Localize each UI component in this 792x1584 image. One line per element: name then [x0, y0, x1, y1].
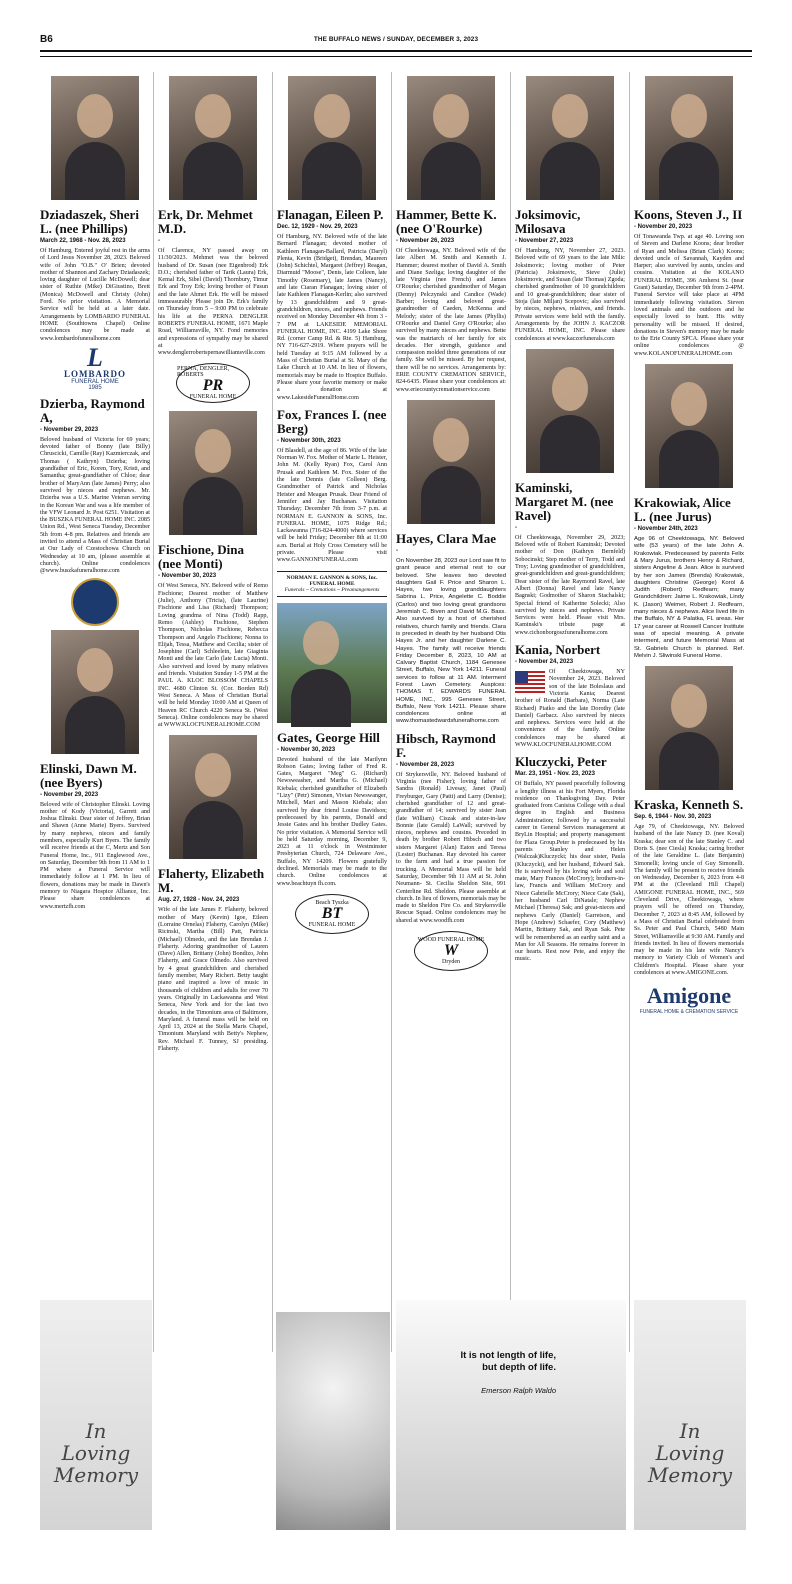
obituary-text: Of West Seneca, NY. Beloved wife of Remo Fischione; Dearest mother of Matthew (Julie), Anthony (Tricia), (late Laurine) Fischione and Lisa (Richard) Thompson; Loving grandma of Nina (Todd) Rapp, Remo (Ashley) Fischione, Stephen Thompson, Nicholas Fischione, Rebecca Thompson and Angelo Fischione; Nonna to Elijah, Tessa, Matthew and Cecilia; sister of Josephine (Carl) Schleelein, late Giaginta Monti and the late Carlo (late Lucia) Monti. Also survived and loved by many relatives and friends. Visitation Sunday 1-5 PM at the PAUL A. KLOC BLOSSOM CHAPELS INC. 4680 Clinton St. (Cor. Borden Rd) West Seneca. A Mass of Christian Burial will be held Monday 10:00 AM at Queen of Heaven RC Church 4220 Seneca St. (West Seneca). Online condolences may be shared at WWW.KLOCFUNERALHOME.COM [158, 583, 268, 729]
obituary-photo [407, 76, 495, 200]
obituary-dates: - November 27, 2023 [515, 238, 574, 244]
obituary-text: Of Cheektowaga, NY November 24, 2023. Beloved son of the late Boleslaus and Victoria Kania; Dearest brother of Ronald (Barbara), Norma (Late Richard) Piatko and the late Dorothy (late Daniel) Garbacz. Also survived by nieces and nephews. Services were held at the convenience of the family. Online condolences may be shared at WWW.KLOCFUNERALHOME.COM [515, 669, 625, 748]
obituary-name: Kaminski, Margaret M. (nee Ravel) [515, 479, 614, 523]
in-loving-memory-graphic: In Loving Memory [40, 1300, 152, 1530]
obituary-dates: - November 29, 2023 [40, 791, 99, 798]
obituary-text: Of Strykersville, NY. Beloved husband of Virginia (nee Fisher); loving father of Sandra (Ronald) Livesay, Janet (Paul) Freyburger, Gary (Patti) and Larry (Denise); cherished grandfather of 12 and great-grandfather of 14; survived by sister Jean (late William) Ciszak and sister-in-law Bonnie (late Gerald) LaWall; survived by nieces, nephews and cousins. Preceded in death by brother Robert Hibsch and two sisters Margaret (Alan) Eaton and Teresa (Lester) Buchanan. Ray devoted his career to the farm and had a true passion for trucking. A Memorial Mass will be held Saturday, December 9th 11 AM at St. John Neumann- St. Cecilia Sheldon Site, 991 Centerline Rd. Sheldon. Please assemble at church. In lieu of flowers, memorials may be made to Sheldon Fire Co. and Strykersville Rescue Squad. Online condolences may be shared at www.woodfh.com [396, 771, 506, 924]
obituary-photo [526, 76, 614, 200]
gannon-funeral-home-logo: NORMAN E. GANNON & SONS, Inc. FUNERAL HOME Funerals ~ Cremations ~ Preamangements [277, 571, 387, 597]
obituary-dates: - November 30th, 2023 [277, 437, 341, 444]
obituary-name: Kraska, Kenneth S. [634, 797, 744, 813]
obituary-photo [169, 411, 257, 535]
american-flag-icon [515, 671, 545, 693]
obituary-dates: - November 20, 2023 [634, 224, 693, 230]
obituary-text: Age 79, of Cheektowaga, NY. Beloved husband of the late Nancy D. (nee Koval) Kraska; dear son of the late Stanley C. and Doris S. (nee Ciesla) Kraska; caring brother of the late Geraldine L. (late Benjamin) Simonelli; loving uncle of Guy Simonelli. The family will be present to receive friends on Wednesday, December 6, 2023 from 4-8 PM at the (Cleveland Hill Chapel) AMIGONE FUNERAL HOME, INC., 569 Cleveland Drive, Cheektowaga, where prayers will be offered on Thursday, December 7, 2023 at 8:45 AM, followed by a Mass of Christian Burial celebrated from Ss. Peter and Paul Church, 5480 Main Street, Williamsville at 9:30 AM. Family and friends invited. In lieu of flowers memorials may be made in his late wife Nancy's memory to Variety Club of Women's and Children's Hospital. Please share your condolences at www.AMIGONE.com. [634, 824, 744, 977]
obituary-name: Koons, Steven J., II [634, 207, 743, 222]
obituary-text: On November 28, 2023 our Lord saw fit to grant peace and eternal rest to our beloved. She leaves two devoted daughters Gail F. Price and Sharon L. Hayes, two loving granddaughters Sabrina L. Price, Angelette C. Boddie (Carlos) and two loving great grandsons Jeremiah C. Biven and David M.G. Bass. Also survived by a host of cherished relatives, church family and friends. Clara is preceded in death by her husband Otis Hayes Jr. and her daughter Darlene C. Hayes. The family will receive friends Friday December 8, 2023, 10 AM at Calvary Baptist Church, 1184 Genesee Street, Buffalo, New York 14211. Funeral services to follow at 11 AM. Interment Forest Lawn Cemetery. Auspices: THOMAS T. EDWARDS FUNERAL HOME, INC., 995 Genesee Street, Buffalo, New York 14211. Please share condolences online at www.thomastedwardsfuneralhome.com [396, 557, 506, 725]
obituary-dates: Aug. 27, 1928 - Nov. 24, 2023 [158, 897, 240, 904]
obituary-name: Erk, Dr. Mehmet M.D. [158, 207, 253, 236]
header-rule [40, 50, 752, 52]
obituary-text: Of Tonawanda Twp. at age 40. Loving son of Steven and Darlene Koons; dear brother of Ryan and Melissa (Brian Clark) Koons; devoted uncle of Savannah, Kayden and Harper; also survived by aunts, uncles and cousins. Visitation at the KOLANO FUNERAL HOME, 396 Amherst St. (near Grant) Saturday, December 9th from 2-4PM. Funeral Service will take place at 4PM immediately following visitation. Steven loved animals and the outdoors and he especially loved to hunt. His witty personality will be missed. If desired, donations in Steven's memory may be made to the Erie County SPCA. Please share your online condolences @ www.KOLANOFUNERALHOME.com [634, 234, 744, 357]
obituary-photo [169, 735, 257, 859]
obituary-text: Of Hamburg, NY, November 27, 2023. Beloved wife of 69 years to the late Milic Joksimovic; loving mother of Peter (Patricia) Joksimovic, Steve (Julie) Joksimovic, and Susan (late Thomas) Zgoda; cherished grandmother of 10 grandchildren and 10 great-grandchildren; dear sister of Stoja (late Miljan) Scepovic; also survived by nieces, nephews, relatives, and friends. Private services were held with the family. Arrangements by the JOHN J. KACZOR FUNERAL HOME, INC. Please share condolences at www.kaczorfunerals.com [515, 248, 625, 342]
obituary-text: Of Buffalo, NY passed peacefully following a lengthy illness at his Fort Myers, Florida residence on Thanksgiving Day. Peter graduated from Canisius College with a dual degree in English and Business Administration; followed by a successful career in General Services management at BryLin Hospital; and property management for Plaza Group.Peter is predeceased by his parents Stanley and Helen (Walczak)Kluczycki; his dear sister, Paula (Kluczycki), and her husband, Edward Sak. He is survived by his loving wife and soul mate, Mary Frances (McCrory); brothers-in-law, Francis and William McCrory and Niece Gabrielle McCrory; Niece Cate (Sak), her husband Carl DiNatale; Nephew Michael (Theresa) Sak; and great-nieces and nephews Carly (Daniel) Garretson, and Hope (Andrew) Schaefer, Cory (Matthew) Martin, Brittany Sak, and Ryan Sak. Pete will be remembered as an earthy saint and a Man for All Seasons. He remains forever in our hearts. Rest now Pete, and enjoy the music. [515, 781, 625, 963]
obituary-dates: - November 29, 2023 [40, 426, 99, 433]
obituary-dates: Sep. 6, 1944 - Nov. 30, 2023 [634, 814, 712, 821]
obituary-photo [526, 349, 614, 473]
obituary-dates: - [515, 524, 517, 531]
obituary-name: Elinski, Dawn M. (nee Byers) [40, 760, 137, 790]
memorial-quote-graphic: It is not length of life, but depth of life. Emerson Ralph Waldo [396, 1300, 626, 1530]
column-divider [153, 72, 154, 1352]
obituary-name: Dziadaszek, Sheri L. (nee Phillips) [40, 207, 139, 236]
obituary-dates: - November 24, 2023 [515, 659, 574, 666]
column-5 [515, 72, 625, 1532]
obituary-text: Of Cheektowaga, November 29, 2023; Beloved wife of Robert Kaminski; Devoted mother of Don (Kathryn Bernfeld) Sobocinski; Step mother of Terry, Todd and Troy; Loving grandmother of grandchildren, great-grandchildren and great-grandchildren; Dear sister of the late Raymond Ravel, late Albert (Donna) Ravel and late Nancy Bagnski; Godmother of Sharon Stachalski; Special friend of Katherine Solecki; Also survived by nieces and nephews. Private Services were held. Please visit Mrs. Kaminski's tribute page at www.cichonborgoszfuneralhome.com [515, 534, 625, 636]
obituary-dates: - [396, 547, 398, 554]
obituary-name: Dzierba, Raymond A, [40, 395, 145, 425]
obituary-photo [407, 400, 495, 524]
obituary-text: Of Clarence, NY passed away on 11/30/2023. Mehmet was the beloved husband of Dr. Susan (nee Eigenbrod) Erk D.O.; cherished father of Tarik (Laura) Erk, Kemal Erk, Sibel (David) Thornbury, Timur Erk and Troy Erk; loving brother of Fusun and the late Ahmet Erk. He will be missed immeasurably Please join Dr. Erk's family on Thursday from 5 – 9:00 PM to celebrate his life at the PERNA DENGLER ROBERTS FUNERAL HOME, 1671 Maple Road, Williamsville, NY. Fond memories and expressions of sympathy may be shared at www.denglerrobertspernawilliamsville.com [158, 248, 268, 357]
column-divider [629, 72, 630, 1352]
page-number: B6 [40, 34, 53, 45]
obituary-name: Flaherty, Elizabeth M. [158, 866, 265, 896]
obituary-dates: - November 30, 2023 [277, 746, 336, 753]
obituary-photo [288, 76, 376, 200]
column-divider [272, 72, 273, 1352]
obituary-photo [169, 76, 257, 200]
column-divider [510, 72, 511, 1352]
obituary-name: Hibsch, Raymond F. [396, 730, 496, 760]
buszka-funeral-home-logo [40, 582, 150, 622]
obituary-dates: - November 24th, 2023 [634, 526, 698, 533]
obituary-photo [51, 76, 139, 200]
obituary-photo [51, 630, 139, 754]
obituary-dates: - [158, 238, 160, 244]
obituary-dates: March 22, 1968 - Nov. 28, 2023 [40, 238, 126, 244]
column-2 [158, 72, 268, 1532]
obituary-text: Of Hamburg, Entered joyful rest in the arms of Lord Jesus November 28, 2023. Beloved wife of John "O.B." O' Brien; devoted mother of Shannon and Zachary Dziadaszek; loving daughter of Lucille McDowell; dear sister of Ruthie (Mike) DiGiustino, Brett (Monica) McDowell and Christy (John) Ford. No prior visitation. A Memorial Service will be held at a later date. Arrangements by LOMBARDO FUNERAL HOME (Southtowns Chapel) Online condolences may be made at www.lombardofuneralhome.com [40, 248, 150, 342]
lombardo-funeral-home-logo: L LOMBARDO FUNERAL HOME 1985 [64, 342, 126, 391]
obituary-name: Krakowiak, Alice L. (nee Jurus) [634, 495, 731, 525]
obituary-text: Beloved husband of Victoria for 69 years; devoted father of Bonny (late Billy) Chruscicki, Camille (Ray) Kazmierczak, and Thomas ( Kathryn) Dzierba; loving grandfather of Eric, Koren, Tory, Kristi, and Samantha; great-grandfather of Chloe; dear brother of MaryAnn (late James) Perry; also survived by nieces and nephews. Mr. Dzierba was a U.S. Marine Veteran serving in the Korean War and was a life member of the VFW Leonard Jr. Post 6251. Visitation at the BUSZKA FUNERAL HOME INC. 2085 Union Rd., West Seneca Tuesday, December 5th from 4-8 pm. Relatives and friends are invited to attend a Mass of Christian Burial at Our Lady of Czestochowa Church on Wednesday at 10 am, (please assemble at church). Online condolences @www.buszkafuneralhome.com [40, 436, 150, 575]
wood-funeral-home-logo: WOOD FUNERAL HOME W Dryden [396, 931, 506, 971]
perna-dengler-roberts-logo: PERNA, DENGLER, ROBERTS PR FUNERAL HOME [158, 363, 268, 403]
angel-statue-image [276, 1312, 390, 1530]
obituary-text: Of Blasdell, at the age of 86. Wife of the late Norman W. Fox. Mother of Marie L. Heister, John M. (Kelly Ryan) Fox, Carol Ann Prusak and Kathleen M. Fox. Sister of the the late Dennis (late Colleen) Berg. Grandmother of Patrick and Nicholas Heister and Meagan Prusak. Dear Friend of Jennifer and Jay Buchanan. Visitation Thursday; December 7th from 3-7 p.m. at NORMAN E. GANNON & SONS, Inc. FUNERAL HOME, 1075 Ridge Rd.; Lackawanna (716-824-4000) where services will be held Friday; December 8th at 11:00 a.m. Burial at Holy Cross Cemetery will be private. Please visit www.GANNONFUNERAL.com [277, 447, 387, 564]
amigone-funeral-home-logo: Amigone FUNERAL HOME & CREMATION SERVICE [639, 983, 739, 1016]
obituary-text: Age 96 of Cheektowaga, NY. Beloved wife (53 years) of the late John A. Krakowiak. Predeceased by parents Felix & Mary Jurus, brothers Henry & Richard, sisters Angeline & Jean. Alice is survived by her son James (Brenda) Krakowiak, daughters Christine (George) Korol & Judith (Robert) Redfearn; many Grandchildren: Jaime L. Krakowiak, Lindy K. (Jason) Weimer, Robert J. Redfearn, many nieces & nephews. Alice lived life in the Buffalo, NY & Palatka, FL areas. Her 17 year career at Roswell Cancer Institute was of special meaning. A private interment, and future Memorial Mass at St. Gabriels Church is planned. Ref. Melvin J. Sliwinski Funeral Home. [634, 536, 744, 659]
obituary-photo [277, 603, 387, 723]
masthead: THE BUFFALO NEWS / SUNDAY, DECEMBER 3, 2023 [313, 36, 479, 43]
header-rule-thin [40, 56, 752, 57]
obituary-name: Joksimovic, Milosava [515, 207, 581, 236]
obituary-photo [645, 666, 733, 790]
beach-tyszka-logo: Beach Tyszka BT FUNERAL HOME [277, 894, 387, 934]
obituary-dates: - November 26, 2023 [396, 238, 455, 244]
obituary-text: Devoted husband of the late Marilynn Robson Gates; loving father of Fred R. Gates, Margaret "Meg" G. (Richard) Newsweasher, and Martha G. (Michael) Kiebala; cherished grandfather of Elizabeth "Lizy" (Petr) Simonen, Vivian Newswanger, Mitchell, Mari and Mason Kiebala; also survived by dear friend Louise Davidson; predeceased by his parents, Donald and Jessie Gates and his brother Dudley Gates. No prior visitation. A Memorial Service will be held Saturday morning, December 9, 2023 at 11 o'clock in Westminster Presbyterian Church, 724 Delaware Ave., Buffalo, NY 14209. Flowers gratefully declined. Memorials may be made to the church. Online condolences at www.beachtuyn fh.com. [277, 756, 387, 887]
obituary-name: Flanagan, Eileen P. [277, 207, 384, 222]
obituary-photo [645, 364, 733, 488]
column-divider [391, 72, 392, 1352]
obituary-text: Beloved wife of Christopher Elinski. Loving mother of Kody (Victoria), Garrett and Joshua Elinski. Dear sister of Jeffrey, Brian and Shawn (Anne Marie) Byers. Survived by many nephews, nieces and family members, especially Kurt Byers. The family will receive friends at the C, Mertz and Son Funeral Home, Inc., 911 Englewood Ave., on Saturday, December 9th from 11 AM to 1 PM where a Funeral Service will immediately follow at 1 PM. In lieu of flowers, donations may be made in Dawn's memory to Niagara Hospice Alliance, Inc. Please share condolences at www.mertzfh.com [40, 801, 150, 910]
obituary-name: Kluczycki, Peter [515, 754, 607, 770]
obituary-dates: - November 28, 2023 [396, 761, 455, 768]
obituary-name: Hammer, Bette K. (nee O'Rourke) [396, 207, 497, 236]
obituary-name: Kania, Norbert [515, 642, 601, 658]
obituary-dates: Mar. 23, 1951 - Nov. 23, 2023 [515, 771, 595, 778]
obituary-name: Fischione, Dina (nee Monti) [158, 542, 244, 572]
obituary-name: Gates, George Hill [277, 729, 380, 745]
page-header [40, 34, 752, 48]
obituary-dates: Dec. 12, 1929 - Nov. 29, 2023 [277, 224, 358, 230]
in-loving-memory-graphic: In Loving Memory [634, 1300, 746, 1530]
obituary-name: Fox, Frances I. (nee Berg) [277, 406, 387, 436]
obituary-text: Wife of the late James F. Flaherty, beloved mother of Mary (Kevin) Igoe, Eileen (Lorraine Ornelas) Flaherty, Carolyn (Mike) Ricinski, Martha (Bill) Patt, Patricia (Michael) Olmedo, and the late Brendan J. Flaherty. Adoring grandmother of Lauren (Dave) Allen, Brittany (John) Bondizo, John Flaherty, and Grace Olmedo. Also survived by 4 great grandchildren and cherished family member, Mary Richert. Betty taught piano and inspired a love of music in thousands of children and adults for over 70 years. Originally in Lackawanna and West Seneca, New York and for the last two decades, in the Timonium area of Baltimore, Maryland. A funeral mass will be held on April 13, 2024 at the Stella Maris Chapel, Timonium Maryland with Betty's Nephew, Rev. Michael F. Tunney, SJ presiding. Flaherty. [158, 907, 268, 1053]
obituary-dates: - November 30, 2023 [158, 573, 217, 580]
obituary-text: Of Hamburg, NY. Beloved wife of the late Bernard Flanagan; devoted mother of Kathleen Flanagan-Ballard, Patricia (Daryl) Plenta, Kevin (Bridget), Brendan, Maureen (John) Schichtel, Margaret (Jeffrey) Reagan, Diarmuid "Moose", Denis, late Colleen, late Timothy (Rosemary), late James (Nancy), and late Ciaran Flanagan; loving sister of late Kathleen Flanagan-Kerlin; also survived by 13 grandchildren and 9 great-grandchildren, nieces, and nephews. Friends received on Monday December 4th from 3 - 7 PM at LAKESIDE MEMORIAL FUNERAL HOME, INC. 4199 Lake Shore Rd. (corner Camp Rd. & Rte. 5) Hamburg, NY 716-627-2919. Where prayers will be held Tuesday at 9:15 AM followed by a Mass of Christian Burial at St. Mary of the Lake Church at 10 AM. In lieu of flowers, memorials may be made to Hospice Buffalo. Please share your favorite memory or make a donation at www.LakesideFuneralHome.com [277, 234, 387, 401]
obituary-photo [645, 76, 733, 200]
obituary-text: Of Cheektowaga, NY. Beloved wife of the late Albert M. Smith and Kenneth J. Hammer; dearest mother of David A. Smith and Diane Szeliga; loving daughter of the late Virginia (nee French) and James O'Rourke; cherished grandmother of Megan (Denny) Pelczynski and Candice (Wade) Barber; loving and beloved great-grandmother of Caeden, McKenna and Melody; sister of the late James (Phyllis) O'Rourke and Daniel Grey O'Rourke; also survived by many nieces and nephews. Bette was the matriarch of her family for six decades. Her strength, guidance and compassion molded three generations of our family. She will be missed. By her request, there will be no services. Arrangements by: ERIE COUNTY CREMATION SERVICE, 824-6435. Please share your condolences at: www.eriecountycremationservice.com [396, 248, 506, 393]
obituary-name: Hayes, Clara Mae [396, 530, 497, 546]
seal-icon [71, 578, 119, 626]
